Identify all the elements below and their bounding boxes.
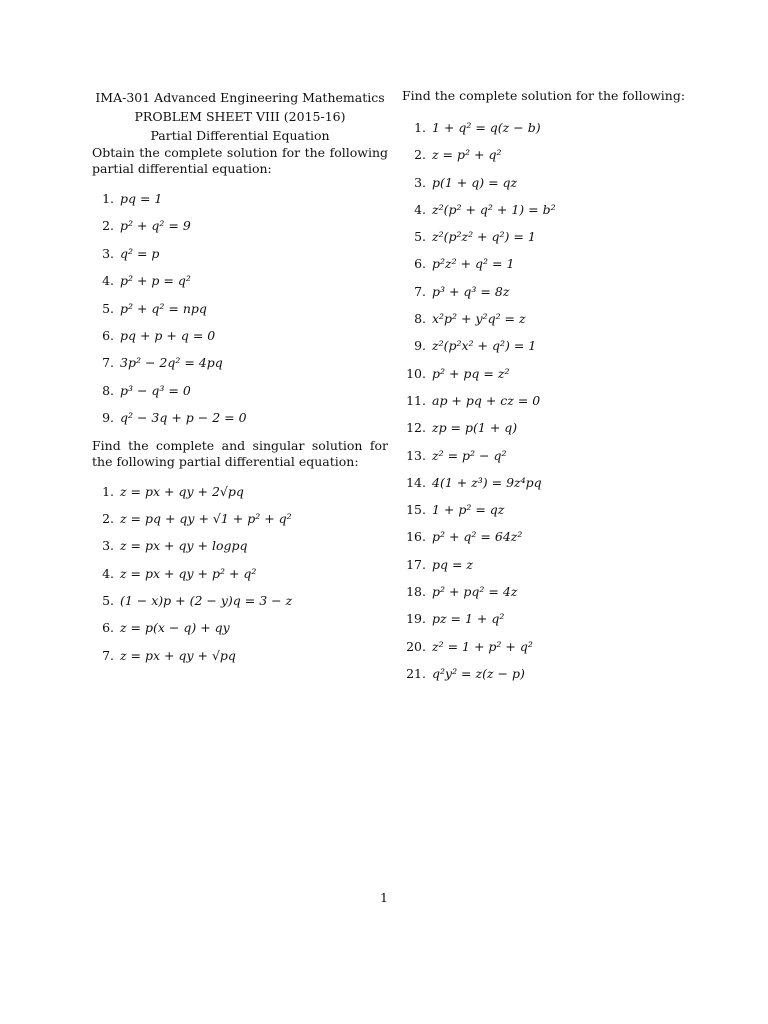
item-number: 7. — [102, 647, 114, 663]
item-number: 19. — [406, 611, 426, 627]
list-item — [402, 551, 692, 578]
equation: z²(p²z² + q²) = 1 — [432, 229, 536, 245]
item-number: 13. — [406, 447, 426, 463]
list-item — [402, 114, 692, 141]
list-item — [92, 267, 388, 294]
list-item — [402, 633, 692, 660]
equation: z = p² + q² — [432, 147, 502, 163]
item-number: 12. — [406, 420, 426, 436]
list-item — [402, 469, 692, 496]
list-item — [92, 404, 388, 431]
equation: p³ − q³ = 0 — [120, 382, 191, 398]
equation: z = px + qy + logpq — [120, 538, 248, 554]
list-item — [402, 442, 692, 469]
list-item — [402, 278, 692, 305]
equation: q²y² = z(z − p) — [432, 665, 525, 681]
list-item — [92, 322, 388, 349]
item-number: 10. — [406, 365, 426, 381]
list-item — [402, 496, 692, 523]
list-item — [402, 223, 692, 250]
left-column — [92, 88, 388, 669]
item-number: 3. — [102, 245, 114, 261]
list-item — [92, 185, 388, 212]
list-item — [92, 532, 388, 559]
equation: 4(1 + z³) = 9z⁴pq — [432, 474, 542, 490]
list-item — [402, 360, 692, 387]
section3-list — [402, 114, 692, 687]
item-number: 6. — [102, 620, 114, 636]
list-item — [402, 250, 692, 277]
section2-list — [92, 478, 388, 670]
item-number: 1. — [102, 191, 114, 206]
section1-list — [92, 185, 388, 432]
section3-intro: Find the complete solution for the following: — [402, 88, 686, 103]
item-number: 3. — [414, 174, 426, 190]
equation: pz = 1 + q² — [432, 611, 505, 627]
list-item — [402, 169, 692, 196]
section1-intro: Obtain the complete solution for the following partial differential equation: — [92, 145, 388, 176]
list-item — [402, 578, 692, 605]
equation: x²p² + y²q² = z — [432, 311, 526, 327]
equation: pq + p + q = 0 — [120, 327, 216, 343]
equation: z²(p² + q² + 1) = b² — [432, 201, 556, 217]
sheet-header — [92, 88, 388, 145]
item-number: 4. — [414, 201, 426, 217]
list-item — [402, 141, 692, 168]
equation: z² = p² − q² — [432, 447, 507, 463]
equation: z² = 1 + p² + q² — [432, 638, 533, 654]
sheet-title: PROBLEM SHEET VIII (2015-16) — [134, 109, 346, 124]
list-item — [402, 660, 692, 687]
equation: q² − 3q + p − 2 = 0 — [120, 410, 247, 426]
list-item — [402, 414, 692, 441]
list-item — [402, 332, 692, 359]
list-item — [402, 387, 692, 414]
equation: zp = p(1 + q) — [432, 420, 518, 436]
item-number: 1. — [102, 483, 114, 499]
equation: p² + q² = 64z² — [432, 529, 523, 545]
list-item — [92, 614, 388, 641]
item-number: 1. — [414, 120, 426, 135]
list-item — [92, 587, 388, 614]
item-number: 21. — [406, 665, 426, 681]
equation: ap + pq + cz = 0 — [432, 392, 541, 408]
equation: z = px + qy + √pq — [120, 647, 236, 663]
item-number: 7. — [414, 283, 426, 299]
list-item — [92, 377, 388, 404]
equation: (1 − x)p + (2 − y)q = 3 − z — [120, 593, 293, 609]
item-number: 2. — [414, 147, 426, 163]
list-item — [92, 478, 388, 505]
equation: p(1 + q) = qz — [432, 174, 518, 190]
list-item — [92, 349, 388, 376]
equation: p²z² + q² = 1 — [432, 256, 515, 272]
item-number: 15. — [406, 502, 426, 518]
equation: z = pq + qy + √1 + p² + q² — [120, 510, 292, 526]
page-number: 1 — [380, 890, 388, 905]
equation: q² = p — [120, 245, 160, 261]
item-number: 6. — [102, 327, 114, 343]
equation: z = px + qy + 2√pq — [120, 483, 244, 499]
equation: p² + q² = 9 — [120, 218, 191, 234]
equation: p² + p = q² — [120, 273, 191, 289]
equation: p³ + q³ = 8z — [432, 283, 510, 299]
list-item — [92, 560, 388, 587]
list-item — [92, 642, 388, 669]
list-item — [92, 240, 388, 267]
equation: 3p² − 2q² = 4pq — [120, 355, 223, 371]
equation: pq = 1 — [120, 191, 163, 206]
section2-intro: Find the complete and singular solution for the following partial differential equation: — [92, 437, 388, 469]
right-column — [402, 88, 692, 687]
list-item — [92, 505, 388, 532]
item-number: 17. — [406, 556, 426, 572]
list-item — [402, 196, 692, 223]
equation: p² + pq² = 4z — [432, 584, 518, 600]
equation: pq = z — [432, 556, 474, 572]
item-number: 20. — [406, 638, 426, 654]
item-number: 4. — [102, 565, 114, 581]
item-number: 8. — [102, 382, 114, 398]
list-item — [402, 523, 692, 550]
equation: 1 + p² = qz — [432, 502, 505, 518]
list-item — [402, 305, 692, 332]
equation: z²(p²x² + q²) = 1 — [432, 338, 537, 354]
list-item — [402, 605, 692, 632]
item-number: 8. — [414, 311, 426, 327]
list-item — [92, 295, 388, 322]
item-number: 16. — [406, 529, 426, 545]
equation: p² + pq = z² — [432, 365, 510, 381]
item-number: 5. — [102, 300, 114, 316]
item-number: 3. — [102, 538, 114, 554]
item-number: 5. — [414, 229, 426, 245]
item-number: 7. — [102, 355, 114, 371]
item-number: 6. — [414, 256, 426, 272]
topic-title: Partial Differential Equation — [150, 128, 330, 143]
list-item — [92, 212, 388, 239]
equation: p² + q² = npq — [120, 300, 207, 316]
equation: z = px + qy + p² + q² — [120, 565, 257, 581]
item-number: 9. — [414, 338, 426, 354]
course-title: IMA-301 Advanced Engineering Mathematics — [95, 90, 385, 105]
item-number: 2. — [102, 218, 114, 234]
item-number: 9. — [102, 410, 114, 426]
equation: z = p(x − q) + qy — [120, 620, 230, 636]
item-number: 5. — [102, 593, 114, 609]
equation: 1 + q² = q(z − b) — [432, 120, 541, 135]
item-number: 4. — [102, 273, 114, 289]
item-number: 14. — [406, 474, 426, 490]
item-number: 11. — [406, 392, 426, 408]
item-number: 18. — [406, 584, 426, 600]
item-number: 2. — [102, 510, 114, 526]
